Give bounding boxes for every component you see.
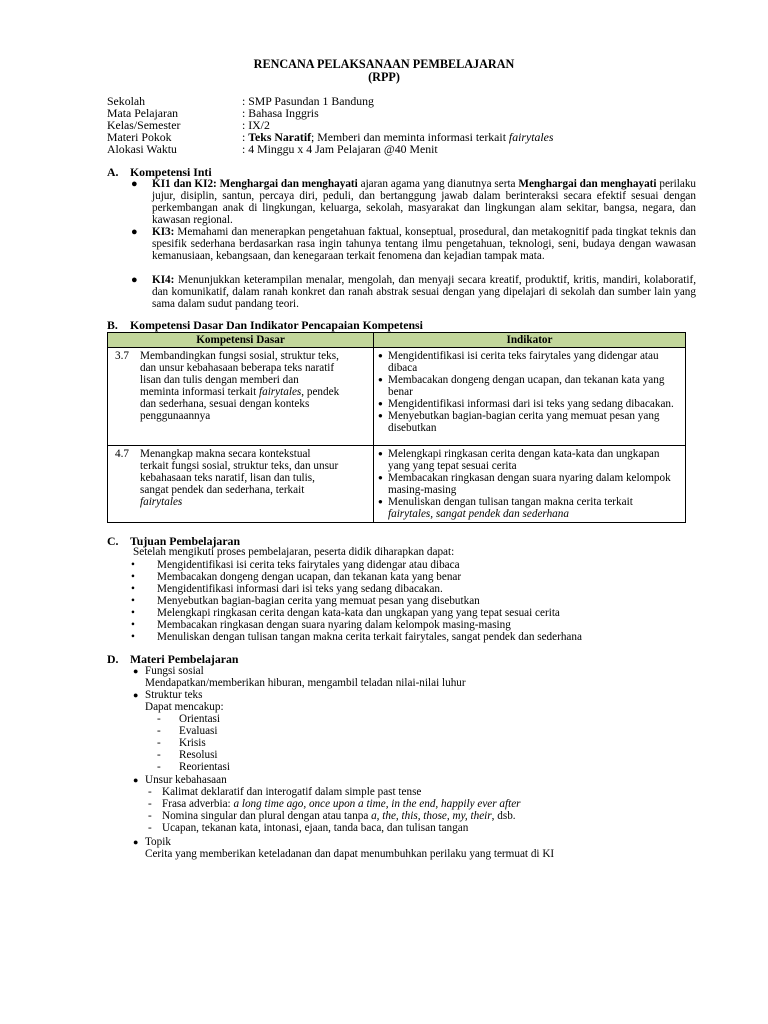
bullet-icon: ● xyxy=(133,775,139,785)
struktur-intro: Dapat mencakup: xyxy=(145,701,224,713)
list-item: Membacakan ringkasan dengan suara nyaring dalam kelompok masing-masing xyxy=(157,619,511,631)
dash-icon: - xyxy=(157,749,161,761)
dash-icon: - xyxy=(157,761,161,773)
list-item: Melengkapi ringkasan cerita dengan kata-kata dan ungkapan yang yang tepat sesuai cerita xyxy=(157,607,560,619)
bullet-icon: ● xyxy=(131,274,138,286)
list-item: Mengidentifikasi isi cerita teks fairytales yang didengar atau dibaca xyxy=(157,559,460,571)
list-item: Evaluasi xyxy=(179,725,218,737)
list-item: Membacakan dongeng dengan ucapan, dan tekanan kata yang benar xyxy=(157,571,462,583)
list-item: Menuliskan dengan tulisan tangan makna cerita terkait fairytales, sangat pendek dan sederhana xyxy=(157,631,582,643)
list-item: ● Menuliskan dengan tulisan tangan makna cerita terkait fairytales, sangat pendek dan sederhana xyxy=(376,496,679,520)
table-row xyxy=(108,348,686,446)
list-item: Nomina singular dan plural dengan atau tanpa a, the, this, those, my, their, dsb. xyxy=(162,810,516,822)
topik-text: Cerita yang memberikan keteladanan dan dapat menumbuhkan perilaku yang termuat di KI xyxy=(145,848,555,860)
dash-icon: - xyxy=(157,713,161,725)
section-c-heading: C. Tujuan Pembelajaran xyxy=(107,534,241,548)
unsur-title: Unsur kebahasaan xyxy=(145,774,227,786)
dash-icon: - xyxy=(157,725,161,737)
bullet-icon: • xyxy=(131,595,135,607)
dash-icon: - xyxy=(157,737,161,749)
list-item: ● Membacakan dongeng dengan ucapan, dan tekanan kata yang benar xyxy=(376,374,679,398)
topik-title: Topik xyxy=(145,836,171,848)
section-c-intro: Setelah mengikuti proses pembelajaran, peserta didik diharapkan dapat: xyxy=(133,546,455,558)
dash-icon: - xyxy=(148,810,152,822)
struktur-title: Struktur teks xyxy=(145,689,203,701)
ki3-text: KI3: Memahami dan menerapkan pengetahuan faktual, konseptual, prosedural, dan metakognitif pada tingkat teknis dan spesifik sederhana berdasarkan rasa ingin tahunya tentang ilmu pengetahuan, teknologi, seni, budaya dengan wawasan kemanusiaan, kebangsaan, dan kenegaraan terkait fenomena dan kejadian tampak mata. xyxy=(152,226,696,262)
fungsi-text: Mendapatkan/memberikan hiburan, mengambil teladan nilai-nilai luhur xyxy=(145,677,466,689)
indicator-cell xyxy=(374,446,686,523)
section-b-heading: B. Kompetensi Dasar Dan Indikator Pencapaian Kompetensi xyxy=(107,318,423,332)
kd-cell: 4.7 Menangkap makna secara kontekstual terkait fungsi sosial, struktur teks, dan unsur kebahasaan teks naratif, lisan dan tulis, sangat pendek dan sederhana, terkait fairytales xyxy=(108,446,374,523)
bullet-icon: ● xyxy=(133,666,139,676)
document-page: RENCANA PELAKSANAAN PEMBELAJARAN (RPP) Sekolah : SMP Pasundan 1 Bandung Mata Pelajaran : Bahasa Inggris Kelas/Semester : IX/2 Materi Pokok : Teks Naratif; Memberi dan meminta informasi terkait fairytales Alokasi Waktu : 4 Minggu x 4 Jam Pelajaran @40 Menit A. Kompetensi Inti ● KI1 dan KI2: Menghargai dan menghayati ajaran agama yang dianutnya serta Menghargai dan menghayati perilaku jujur, disiplin, santun, percaya diri, peduli, dan bertanggung jawab dalam berinteraksi secara efektif sesuai dengan perkembangan anak di lingkungan, keluarga, sekolah, masyarakat dan lingkungan alam sekitar, bangsa, negara, dan kawasan regional. ● KI3: Memahami dan menerapkan pengetahuan faktual, konseptual, prosedural, dan metakognitif pada tingkat teknis dan spesifik sederhana berdasarkan rasa ingin tahunya tentang ilmu pengetahuan, teknologi, seni, budaya dengan wawasan kemanusiaan, kebangsaan, dan kenegaraan terkait fenomena dan kejadian tampak mata. ● KI4: Menunjukkan keterampilan menalar, mengolah, dan menyaji secara kreatif, produktif, kritis, mandiri, kolaboratif, dan komunikatif, dalam ranah konkret dan ranah abstrak sesuai dengan yang dipelajari di sekolah dan sumber lain yang sama dalam sudut pandang teori. B. Kompetensi Dasar Dan Indikator Pencapaian Kompetensi Kompetensi Dasar Indikator 3.7 Membandingkan fungsi sosial, struktur teks, dan unsur kebahasaan beberapa teks naratif lisan dan tulis dengan memberi dan meminta informasi terkait fairytales, pendek dan sederhana, sesuai dengan konteks penggunaannya ● Mengidentifikasi isi cerita teks fairytales yang didengar atau dibaca ● Membacakan dongeng dengan ucapan, dan tekanan kata yang benar ● Mengidentifikasi informasi dari isi teks yang sedang dibacakan. ● Menyebutkan bagian-bagian cerita yang memuat pesan yang disebutkan 4.7 Menangkap makna secara kontekstual terkait fungsi sosial, struktur teks, dan unsur kebahasaan teks naratif, lisan dan tulis, sangat pendek dan sederhana, terkait fairytales ● Melengkapi ringkasan cerita dengan kata-kata dan ungkapan yang yang tepat sesuai cerita ● Membacakan ringkasan dengan suara nyaring dalam kelompok masing-masing ● Menuliskan dengan tulisan tangan makna cerita terkait fairytales, sangat pendek dan sederhana C. Tujuan Pembelajaran Setelah mengikuti proses pembelajaran, peserta didik diharapkan dapat: • Mengidentifikasi isi cerita teks fairytales yang didengar atau dibaca • Membacakan dongeng dengan ucapan, dan tekanan kata yang benar • Mengidentifikasi informasi dari isi teks yang sedang dibacakan. • Menyebutkan bagian-bagian cerita yang memuat pesan yang disebutkan • Melengkapi ringkasan cerita dengan kata-kata dan ungkapan yang yang tepat sesuai cerita • Membacakan ringkasan dengan suara nyaring dalam kelompok masing-masing • Menuliskan dengan tulisan tangan makna cerita terkait fairytales, sangat pendek dan sederhana D. Materi Pembelajaran ● Fungsi sosial Mendapatkan/memberikan hiburan, mengambil teladan nilai-nilai luhur ● Struktur teks Dapat mencakup: - Orientasi - Evaluasi - Krisis - Resolusi - Reorientasi ● Unsur kebahasaan - Kalimat deklaratif dan interogatif dalam simple past tense - Frasa adverbia: a long time ago, once upon a time, in the end, happily ever after - Nomina singular dan plural dengan atau tanpa a, the, this, those, my, their, dsb. - Ucapan, tekanan kata, intonasi, ejaan, tanda baca, dan tulisan tangan ● Topik Cerita yang memberikan keteladanan dan dapat menumbuhkan perilaku yang termuat di KI xyxy=(0,0,768,1024)
list-item: Frasa adverbia: a long time ago, once upon a time, in the end, happily ever after xyxy=(162,798,521,810)
list-item: Orientasi xyxy=(179,713,221,725)
bullet-icon: • xyxy=(131,631,135,643)
bullet-icon: • xyxy=(131,607,135,619)
list-item: Resolusi xyxy=(179,749,218,761)
list-item: Krisis xyxy=(179,737,206,749)
bullet-icon: ● xyxy=(133,837,139,847)
dash-icon: - xyxy=(148,822,152,834)
kd-cell: 3.7 Membandingkan fungsi sosial, struktur teks, dan unsur kebahasaan beberapa teks naratif lisan dan tulis dengan memberi dan meminta informasi terkait fairytales, pendek dan sederhana, sesuai dengan konteks penggunaannya xyxy=(108,348,374,446)
fungsi-title: Fungsi sosial xyxy=(145,665,204,677)
bullet-icon: • xyxy=(131,571,135,583)
ki1-ki2-text: KI1 dan KI2: Menghargai dan menghayati ajaran agama yang dianutnya serta Menghargai dan menghayati perilaku jujur, disiplin, santun, percaya diri, peduli, dan bertanggung jawab dalam berinteraksi secara efektif sesuai dengan perkembangan anak di lingkungan, keluarga, sekolah, masyarakat dan lingkungan alam sekitar, bangsa, negara, dan kawasan regional. xyxy=(152,178,697,226)
table-row xyxy=(108,446,686,523)
col-header-kd: Kompetensi Dasar xyxy=(108,333,374,348)
dash-icon: - xyxy=(148,798,152,810)
list-item: ● Melengkapi ringkasan cerita dengan kata-kata dan ungkapan yang yang tepat sesuai cerita xyxy=(376,448,679,472)
list-item: Kalimat deklaratif dan interogatif dalam simple past tense xyxy=(162,786,422,798)
doc-title: RENCANA PELAKSANAAN PEMBELAJARAN xyxy=(253,57,515,71)
indicator-cell xyxy=(374,348,686,446)
list-item: ● Menyebutkan bagian-bagian cerita yang memuat pesan yang disebutkan xyxy=(376,410,679,434)
list-item: Mengidentifikasi informasi dari isi teks yang sedang dibacakan. xyxy=(157,583,443,595)
dash-icon: - xyxy=(148,786,152,798)
col-header-indicator: Indikator xyxy=(374,333,686,348)
bullet-icon: ● xyxy=(131,226,138,238)
bullet-icon: • xyxy=(131,559,135,571)
bullet-icon: • xyxy=(131,583,135,595)
list-item: Ucapan, tekanan kata, intonasi, ejaan, tanda baca, dan tulisan tangan xyxy=(162,822,469,834)
bullet-icon: ● xyxy=(131,178,138,190)
bullet-icon: • xyxy=(131,619,135,631)
list-item: ● Membacakan ringkasan dengan suara nyaring dalam kelompok masing-masing xyxy=(376,472,679,496)
doc-subtitle: (RPP) xyxy=(368,70,400,84)
section-d-heading: D. Materi Pembelajaran xyxy=(107,652,239,666)
list-item: ● Mengidentifikasi isi cerita teks fairytales yang didengar atau dibaca xyxy=(376,350,679,374)
list-item: Menyebutkan bagian-bagian cerita yang memuat pesan yang disebutkan xyxy=(157,595,480,607)
list-item: Reorientasi xyxy=(179,761,230,773)
kd-indicator-table xyxy=(107,332,686,523)
list-item: ● Mengidentifikasi informasi dari isi teks yang sedang dibacakan. xyxy=(376,398,679,410)
bullet-icon: ● xyxy=(133,690,139,700)
section-a-heading: A. Kompetensi Inti xyxy=(107,165,212,179)
ki4-text: KI4: Menunjukkan keterampilan menalar, mengolah, dan menyaji secara kreatif, produktif, kritis, mandiri, kolaboratif, dan komunikatif, dalam ranah konkret dan ranah abstrak sesuai dengan yang dipelajari di sekolah dan sumber lain yang sama dalam sudut pandang teori. xyxy=(152,274,696,310)
